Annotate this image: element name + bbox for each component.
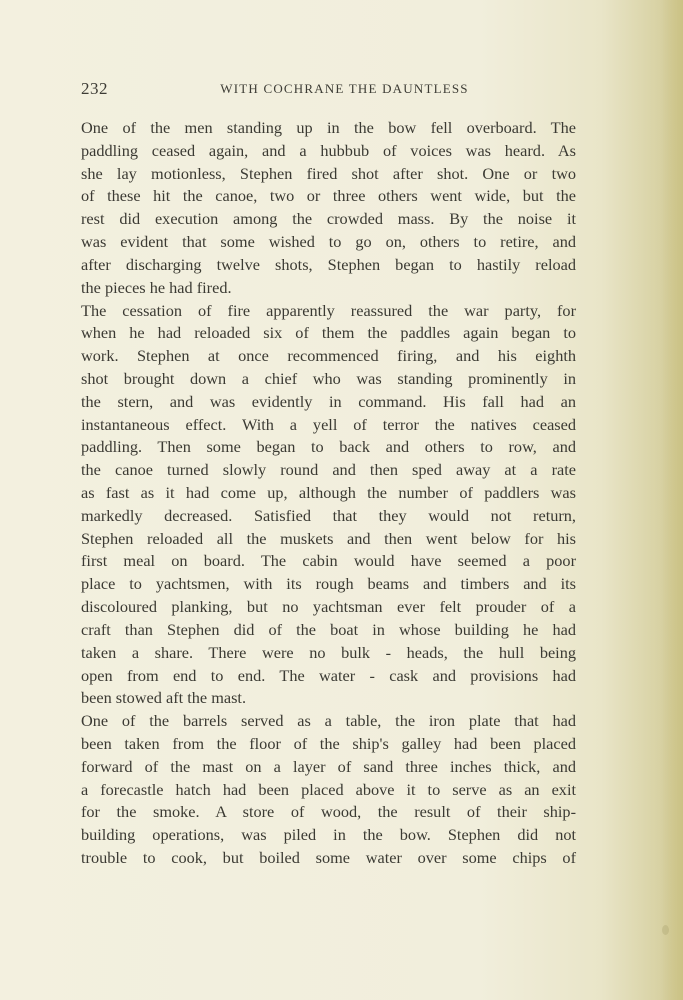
text-line: she lay motionless, Stephen fired shot after shot. One or two <box>81 163 576 183</box>
running-head: WITH COCHRANE THE DAUNTLESS <box>220 81 469 96</box>
text-line: taken a share. There were no bulk - heads, the hull being <box>81 642 576 662</box>
text-line: forward of the mast on a layer of sand three inches thick, and <box>81 756 576 776</box>
text-line: open from end to end. The water - cask and provisions had <box>81 665 576 685</box>
text-line: for the smoke. A store of wood, the result of their ship- <box>81 802 576 822</box>
page-edge-shadow <box>661 0 683 1000</box>
paragraph-first-line: One of the barrels served as a table, the iron plate that had <box>81 711 576 731</box>
paragraph-last-line: the pieces he had fired. <box>81 277 232 297</box>
page-number: 232 <box>81 79 108 98</box>
text-line: craft than Stephen did of the boat in whose building he had <box>81 619 576 639</box>
text-line: paddling. Then some began to back and others to row, and <box>81 437 576 457</box>
text-line: after discharging twelve shots, Stephen began to hastily reload <box>81 254 576 274</box>
text-line: rest did execution among the crowded mass. By the noise it <box>81 209 576 229</box>
text-line: trouble to cook, but boiled some water over some chips of <box>81 848 576 867</box>
text-line: instantaneous effect. With a yell of terror the natives ceased <box>81 414 576 434</box>
body-text <box>81 117 576 870</box>
text-line: of these hit the canoe, two or three others went wide, but the <box>81 186 576 206</box>
text-line: as fast as it had come up, although the number of paddlers was <box>81 483 576 502</box>
text-line: been taken from the floor of the ship's galley had been placed <box>81 733 576 753</box>
text-line: shot brought down a chief who was standing prominently in <box>81 368 576 388</box>
text-line: was evident that some wished to go on, others to retire, and <box>81 232 576 252</box>
text-line: the canoe turned slowly round and then sped away at a rate <box>81 460 576 480</box>
paper-blemish <box>662 925 669 935</box>
text-line: the stern, and was evidently in command. His fall had an <box>81 391 576 411</box>
text-line: a forecastle hatch had been placed above it to serve as an exit <box>81 779 576 799</box>
text-line: building operations, was piled in the bow. Stephen did not <box>81 825 576 845</box>
paragraph-first-line: The cessation of fire apparently reassured the war party, for <box>81 300 576 320</box>
text-line: work. Stephen at once recommenced firing, and his eighth <box>81 346 576 366</box>
text-line: paddling ceased again, and a hubbub of voices was heard. As <box>81 140 576 160</box>
text-line: first meal on board. The cabin would have seemed a poor <box>81 551 576 571</box>
text-line: markedly decreased. Satisfied that they would not return, <box>81 505 576 525</box>
text-line: discoloured planking, but no yachtsman ever felt prouder of a <box>81 597 576 617</box>
text-line: One of the men standing up in the bow fell overboard. The <box>81 118 576 137</box>
text-line: Stephen reloaded all the muskets and then went below for his <box>81 528 576 548</box>
text-line: place to yachtsmen, with its rough beams and timbers and its <box>81 574 576 594</box>
text-line: when he had reloaded six of them the paddles again began to <box>81 323 576 343</box>
paragraph-last-line: been stowed aft the mast. <box>81 688 247 708</box>
page-header <box>81 79 576 101</box>
